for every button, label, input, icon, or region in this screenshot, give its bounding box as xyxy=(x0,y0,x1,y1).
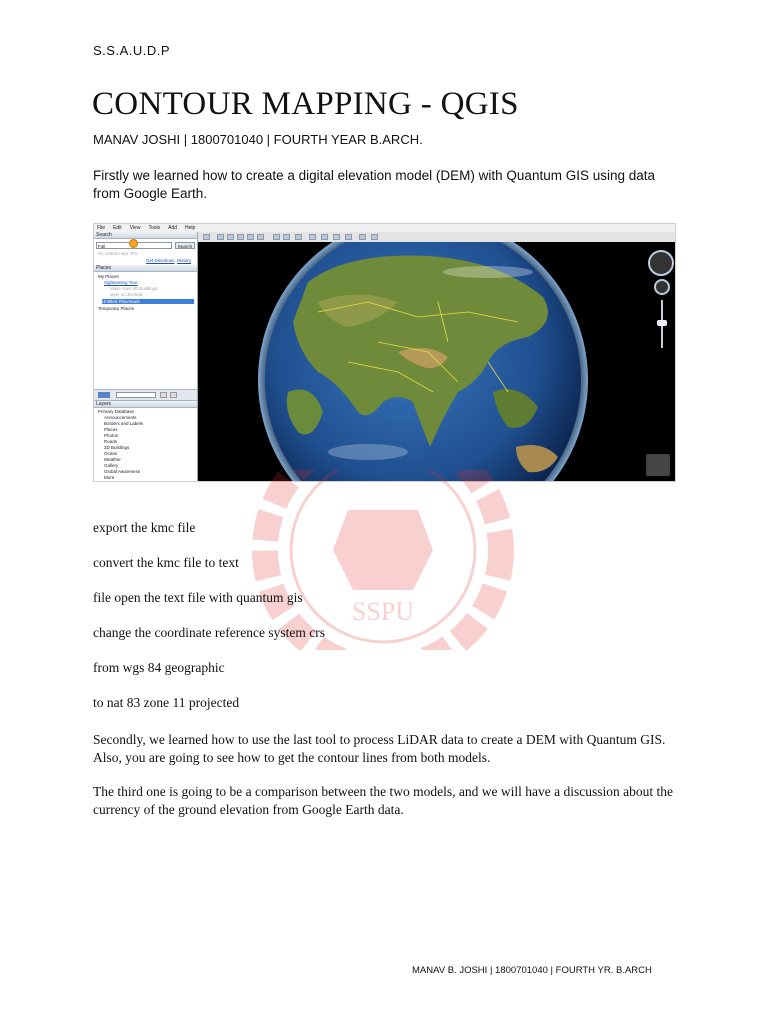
layer-tool-input xyxy=(116,392,156,398)
place-item: My Places xyxy=(98,274,119,279)
page-footer: MANAV B. JOSHI | 1800701040 | FOURTH YR. B.ARCH xyxy=(412,965,652,976)
layers-heading: Layers xyxy=(94,401,197,408)
pan-control xyxy=(654,279,670,295)
paragraph-secondly: Secondly, we learned how to use the last tool to process LiDAR data to create a DEM with Quantum GIS. Also, you are going to see how to get the contour lines from both models. xyxy=(93,732,666,765)
toolbar-button xyxy=(321,234,328,240)
toolbar-button xyxy=(333,234,340,240)
university-watermark xyxy=(238,470,528,650)
author-line: MANAV JOSHI | 1800701040 | FOURTH YEAR B.ARCH. xyxy=(93,132,423,147)
layer-item: Primary Database xyxy=(98,409,135,414)
place-item-selected: Untitled Placemark xyxy=(102,299,194,304)
layer-tool-button xyxy=(98,392,110,398)
menu-file: File xyxy=(97,225,106,231)
toolbar-button xyxy=(283,234,290,240)
layer-item: Places xyxy=(104,427,118,432)
layer-item: 3D Buildings xyxy=(104,445,130,450)
menu-tools: Tools xyxy=(148,225,161,231)
intro-paragraph: Firstly we learned how to create a digital elevation model (DEM) with Quantum GIS using data from Google Earth. xyxy=(93,168,656,201)
toolbar-button xyxy=(237,234,244,240)
layer-item: Ocean xyxy=(104,451,118,456)
step-1: export the kmc file xyxy=(93,520,196,535)
step-5: from wgs 84 geographic xyxy=(93,660,225,675)
left-panel xyxy=(94,232,198,481)
step-6: to nat 83 zone 11 projected xyxy=(93,695,240,710)
search-button: Search xyxy=(175,242,195,249)
places-heading: Places xyxy=(94,265,197,272)
globe-view xyxy=(198,242,675,481)
layer-up-button xyxy=(160,392,167,398)
layer-item: Gallery xyxy=(104,463,119,468)
layer-item: Announcements xyxy=(104,415,137,420)
layer-item: Photos xyxy=(104,433,119,438)
page-title: CONTOUR MAPPING - QGIS xyxy=(92,86,519,122)
search-input: Fall xyxy=(96,242,172,249)
paragraph-third: The third one is going to be a comparison between the two models, and we will have a discussion about the currency of the ground elevation from Google Earth data. xyxy=(93,784,673,817)
place-item: layer is checked xyxy=(110,292,143,297)
toolbar-button xyxy=(227,234,234,240)
google-earth-screenshot xyxy=(93,223,676,482)
toolbar-button xyxy=(217,234,224,240)
toolbar-button xyxy=(247,234,254,240)
watermark-abbr: SSPU xyxy=(351,597,415,626)
toolbar-button xyxy=(203,234,210,240)
earth-globe xyxy=(198,242,676,482)
streetview-icon xyxy=(646,454,670,476)
layer-item: Roads xyxy=(104,439,118,444)
layer-tools xyxy=(94,389,197,401)
search-hint: ex: Hotels near JFK xyxy=(98,251,138,256)
place-item: Sightseeing Tour xyxy=(104,280,138,285)
header-code: S.S.A.U.D.P xyxy=(93,43,171,58)
layer-item: Weather xyxy=(104,457,121,462)
menu-view: View xyxy=(129,225,141,231)
menu-bar xyxy=(94,224,675,232)
toolbar-button xyxy=(345,234,352,240)
compass-control xyxy=(648,250,674,276)
menu-help: Help xyxy=(185,225,196,231)
zoom-handle xyxy=(657,320,667,326)
toolbar-button xyxy=(273,234,280,240)
search-heading: Search xyxy=(94,232,197,239)
toolbar-button xyxy=(309,234,316,240)
toolbar-button xyxy=(295,234,302,240)
menu-edit: Edit xyxy=(113,225,122,231)
layer-item: Global Awareness xyxy=(104,469,141,474)
step-4: change the coordinate reference system crs xyxy=(93,625,326,640)
toolbar-button xyxy=(257,234,264,240)
menu-add: Add xyxy=(168,225,178,231)
place-item: Temporary Places xyxy=(98,306,135,311)
place-item: Make sure 3D Buildings xyxy=(110,286,158,291)
toolbar-button xyxy=(359,234,366,240)
toolbar-button xyxy=(371,234,378,240)
layer-down-button xyxy=(170,392,177,398)
history-link: History xyxy=(177,258,192,263)
layer-item: Borders and Labels xyxy=(104,421,144,426)
step-2: convert the kmc file to text xyxy=(93,555,239,570)
cursor-icon xyxy=(129,239,138,248)
get-directions-link: Get Directions xyxy=(146,258,175,263)
layer-item: More xyxy=(104,475,115,480)
step-3: file open the text file with quantum gis xyxy=(93,590,303,605)
